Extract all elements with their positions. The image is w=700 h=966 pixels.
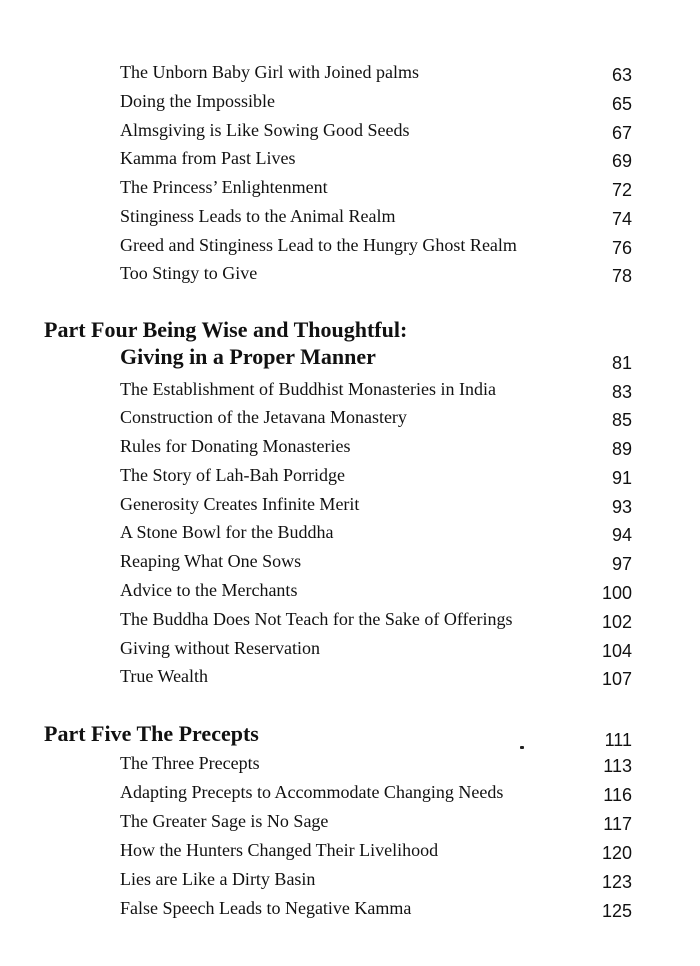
toc-entry-title: Almsgiving is Like Sowing Good Seeds <box>120 120 410 140</box>
toc-entry-page: 74 <box>611 209 632 229</box>
toc-entry[interactable] <box>0 261 700 290</box>
part-four-subheading-row[interactable] <box>0 343 700 372</box>
toc-entry-title: A Stone Bowl for the Buddha <box>120 522 334 542</box>
part-five-heading-row[interactable] <box>0 720 700 749</box>
part-four-heading: Part Four Being Wise and Thoughtful: <box>44 317 408 342</box>
ink-speck <box>520 746 524 749</box>
toc-entry[interactable] <box>0 463 700 492</box>
toc-entry[interactable] <box>0 636 700 665</box>
toc-entry-title: True Wealth <box>120 666 209 686</box>
toc-entry-page: 85 <box>611 410 632 430</box>
toc-entry-title: Generosity Creates Infinite Merit <box>120 494 360 514</box>
toc-entry[interactable] <box>0 751 700 780</box>
toc-entry-title: Adapting Precepts to Accommodate Changing Needs <box>120 782 504 802</box>
toc-entry-title: Lies are Like a Dirty Basin <box>120 869 316 889</box>
toc-entry-page: 120 <box>601 843 632 863</box>
toc-entry-page: 104 <box>601 641 632 661</box>
toc-entry-title: The Buddha Does Not Teach for the Sake of Offerings <box>120 609 513 629</box>
toc-entry-title: The Establishment of Buddhist Monasteries in India <box>120 379 496 399</box>
toc-entry-page: 97 <box>611 554 632 574</box>
toc-entry[interactable] <box>0 204 700 233</box>
part-five-page: 111 <box>604 730 632 750</box>
toc-entry[interactable] <box>0 809 700 838</box>
toc-entry-page: 76 <box>611 238 632 258</box>
toc-entry[interactable] <box>0 578 700 607</box>
toc-entry[interactable] <box>0 434 700 463</box>
toc-entry-page: 65 <box>611 94 632 114</box>
toc-entry-page: 107 <box>601 669 632 689</box>
toc-entry-title: Giving without Reservation <box>120 638 320 658</box>
part-five-heading: Part Five The Precepts <box>44 721 259 746</box>
toc-entry[interactable] <box>0 405 700 434</box>
toc-entry-page: 83 <box>611 382 632 402</box>
toc-entry[interactable] <box>0 780 700 809</box>
toc-entry-title: Too Stingy to Give <box>120 263 258 283</box>
toc-entry[interactable] <box>0 118 700 147</box>
toc-entry-title: Doing the Impossible <box>120 91 275 111</box>
toc-entry-page: 69 <box>611 151 632 171</box>
toc-entry-title: The Princess’ Enlightenment <box>120 177 328 197</box>
toc-entry-title: The Unborn Baby Girl with Joined palms <box>120 62 419 82</box>
toc-entry-page: 117 <box>603 814 632 834</box>
toc-entry-page: 113 <box>603 756 632 776</box>
toc-entry-page: 100 <box>601 583 632 603</box>
toc-entry[interactable] <box>0 896 700 925</box>
toc-entry[interactable] <box>0 867 700 896</box>
toc-entry[interactable] <box>0 233 700 262</box>
toc-entry-title: Reaping What One Sows <box>120 551 302 571</box>
toc-entry-page: 116 <box>603 785 632 805</box>
toc-entry-title: Kamma from Past Lives <box>120 148 296 168</box>
toc-entry-page: 63 <box>611 65 632 85</box>
toc-entry-page: 125 <box>601 901 632 921</box>
toc-entry[interactable] <box>0 549 700 578</box>
toc-entry-title: Construction of the Jetavana Monastery <box>120 407 407 427</box>
toc-entry[interactable] <box>0 838 700 867</box>
toc-entry-title: The Story of Lah-Bah Porridge <box>120 465 345 485</box>
toc-entry[interactable] <box>0 377 700 406</box>
toc-entry-title: The Greater Sage is No Sage <box>120 811 329 831</box>
toc-entry-page: 67 <box>611 123 632 143</box>
toc-entry-page: 102 <box>601 612 632 632</box>
toc-entry[interactable] <box>0 492 700 521</box>
toc-entry-title: Advice to the Merchants <box>120 580 298 600</box>
toc-entry-title: Greed and Stinginess Lead to the Hungry Ghost Realm <box>120 235 517 255</box>
toc-entry[interactable] <box>0 89 700 118</box>
toc-entry[interactable] <box>0 607 700 636</box>
toc-entry-title: Rules for Donating Monasteries <box>120 436 351 456</box>
toc-entry[interactable] <box>0 175 700 204</box>
toc-entry[interactable] <box>0 664 700 693</box>
toc-entry-title: The Three Precepts <box>120 753 260 773</box>
toc-entry-title: Stinginess Leads to the Animal Realm <box>120 206 396 226</box>
part-four-subheading: Giving in a Proper Manner <box>120 344 376 369</box>
toc-entry-page: 94 <box>611 525 632 545</box>
toc-entry[interactable] <box>0 520 700 549</box>
part-four-page: 81 <box>611 353 632 373</box>
toc-entry-title: False Speech Leads to Negative Kamma <box>120 898 412 918</box>
toc-entry-page: 123 <box>601 872 632 892</box>
toc-entry-page: 78 <box>611 266 632 286</box>
toc-entry-page: 93 <box>611 497 632 517</box>
toc-entry-page: 89 <box>611 439 632 459</box>
toc-entry-page: 91 <box>611 468 632 488</box>
toc-entry[interactable] <box>0 60 700 89</box>
toc-entry-page: 72 <box>611 180 632 200</box>
toc-entry[interactable] <box>0 146 700 175</box>
toc-entry-title: How the Hunters Changed Their Livelihood <box>120 840 439 860</box>
